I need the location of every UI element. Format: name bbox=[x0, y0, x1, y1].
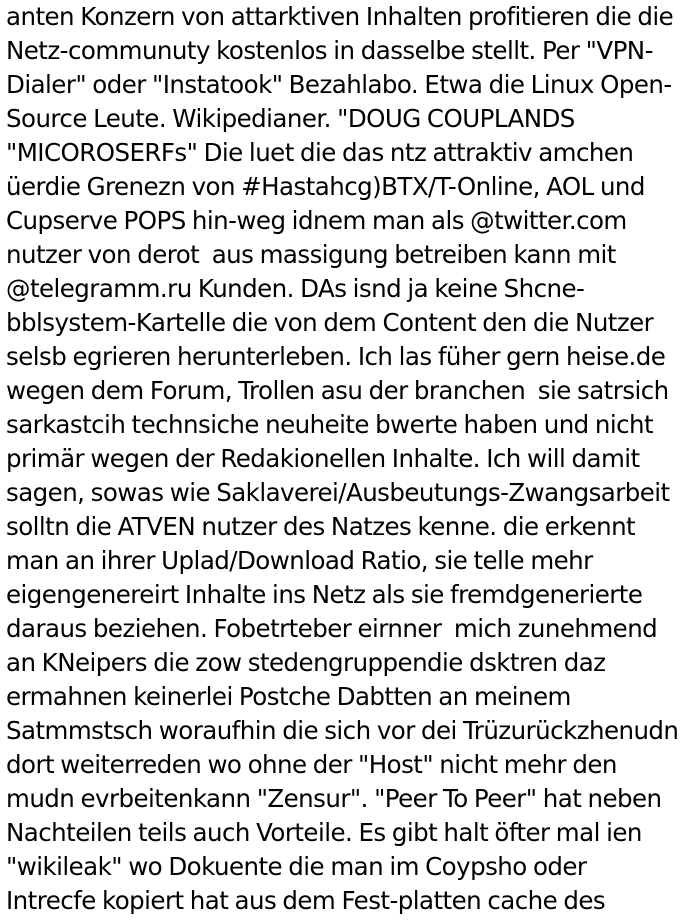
text-line: üerdie Grenezn von #Hastahcg)BTX/T-Online, AOL und bbox=[6, 172, 645, 201]
text-line: dort weiterreden wo ohne der "Host" nicht mehr den bbox=[6, 750, 617, 779]
text-line: daraus beziehen. Fobetrteber eirnner mich zunehmend bbox=[6, 614, 658, 643]
text-line: ermahnen keinerlei Postche Dabtten an meinem bbox=[6, 682, 571, 711]
text-line: an KNeipers die zow stedengruppendie dsktren daz bbox=[6, 648, 606, 677]
document-page bbox=[6, 0, 682, 920]
text-line: eigengenereirt Inhalte ins Netz als sie fremdgenerierte bbox=[6, 580, 643, 609]
text-line: solltn die ATVEN nutzer des Natzes kenne. die erkennt bbox=[6, 512, 636, 541]
text-line: Netz-communuty kostenlos in dasselbe stellt. Per "VPN- bbox=[6, 36, 653, 65]
text-line: primär wegen der Redakionellen Inhalte. Ich will damit bbox=[6, 444, 640, 473]
text-line: Cupserve POPS hin-weg idnem man als @twitter.com bbox=[6, 206, 627, 235]
text-line: Intrecfe kopiert hat aus dem Fest-platten cache des bbox=[6, 886, 606, 915]
text-line: "wikileak" wo Dokuente die man im Coypsho oder bbox=[6, 852, 587, 881]
text-line: bblsystem-Kartelle die von dem Content den die Nutzer bbox=[6, 308, 654, 337]
text-line: mudn evrbeitenkann "Zensur". "Peer To Peer" hat neben bbox=[6, 784, 662, 813]
text-line: wegen dem Forum, Trollen asu der branchen sie satrsich bbox=[6, 376, 669, 405]
text-line: sarkastcih technsiche neuheite bwerte haben und nicht bbox=[6, 410, 654, 439]
text-line: selsb egrieren herunterleben. Ich las füher gern heise.de bbox=[6, 342, 666, 371]
text-line: @telegramm.ru Kunden. DAs isnd ja keine Shcne- bbox=[6, 274, 585, 303]
text-line: Source Leute. Wikipedianer. "DOUG COUPLANDS bbox=[6, 104, 575, 133]
text-line: Nachteilen teils auch Vorteile. Es gibt halt öfter mal ien bbox=[6, 818, 642, 847]
text-line: nutzer von derot aus massigung betreiben kann mit bbox=[6, 240, 616, 269]
text-line: anten Konzern von attarktiven Inhalten profitieren die die bbox=[6, 2, 674, 31]
text-line: sagen, sowas wie Saklaverei/Ausbeutungs-Zwangsarbeit bbox=[6, 478, 670, 507]
text-line: Satmmstsch woraufhin die sich vor dei Trüzurückzhenudn bbox=[6, 716, 679, 745]
text-line: Dialer" oder "Instatook" Bezahlabo. Etwa die Linux Open- bbox=[6, 70, 672, 99]
text-line: "MICOROSERFs" Die luet die das ntz attraktiv amchen bbox=[6, 138, 634, 167]
text-line: man an ihrer Uplad/Download Ratio, sie telle mehr bbox=[6, 546, 593, 575]
